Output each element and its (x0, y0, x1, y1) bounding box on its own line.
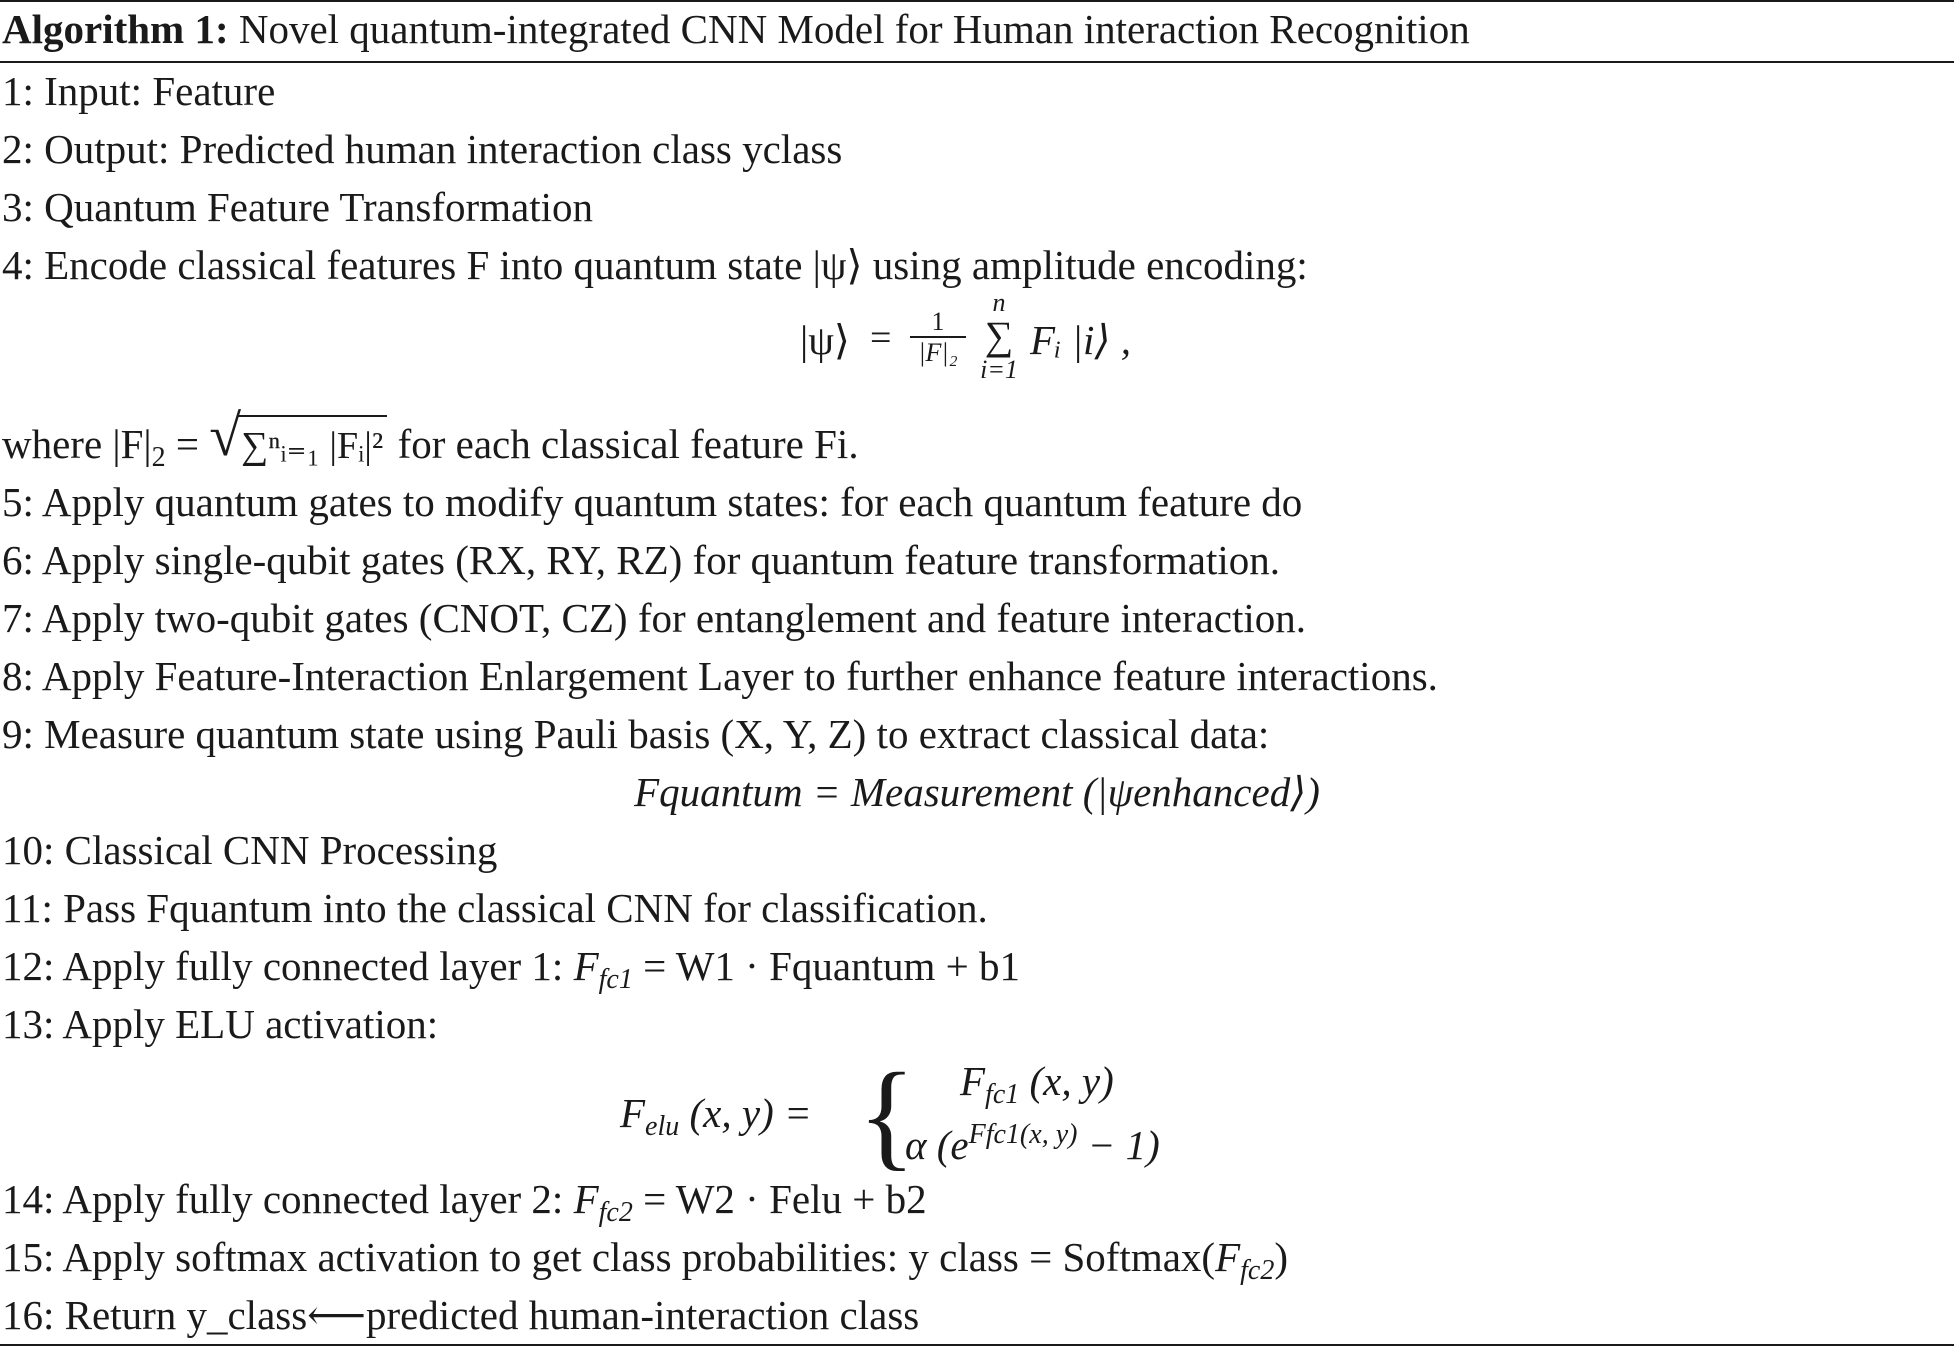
elu-lhs-sub: elu (645, 1111, 680, 1142)
step-11: 11: Pass Fquantum into the classical CNN for classification. (2, 885, 988, 931)
step-1: 1: Input: Feature (2, 68, 276, 114)
step-12-pre: 12: Apply fully connected layer 1: (2, 943, 574, 989)
step-14 (2, 1170, 927, 1228)
sqrt-radical (209, 415, 387, 475)
eq1-sum-upper: n (992, 288, 1006, 317)
step-8: 8: Apply Feature-Interaction Enlargement Layer to further enhance feature interactions. (2, 653, 1438, 699)
eq1-numerator: 1 (910, 308, 966, 338)
step-15-sub: fc2 (1240, 1255, 1275, 1286)
elu-case2-sup: Ffc1(x, y) (968, 1119, 1078, 1150)
elu-lhs-args: (x, y) = (679, 1090, 812, 1136)
where-post: for each classical feature Fi. (387, 421, 859, 467)
step-14-sub: fc2 (598, 1197, 633, 1228)
elu-lhs-var: F (620, 1090, 646, 1136)
step-5: 5: Apply quantum gates to modify quantum states: for each quantum feature do (2, 479, 1303, 525)
step-2: 2: Output: Predicted human interaction class yclass (2, 126, 843, 172)
elu-case2-post: − 1) (1077, 1122, 1160, 1168)
step-4: 4: Encode classical features F into quantum state |ψ⟩ using amplitude encoding: (2, 242, 1308, 288)
eq1-lhs: |ψ⟩ (800, 317, 850, 363)
where-sub: 2 (151, 442, 166, 473)
step-13: 13: Apply ELU activation: (2, 1001, 439, 1047)
where-pre: where |F| (2, 421, 152, 467)
eq1-summation (976, 290, 1022, 384)
step-12 (2, 937, 1020, 995)
step-14-pre: 14: Apply fully connected layer 2: (2, 1176, 574, 1222)
step-15-var: F (1215, 1234, 1241, 1280)
elu-equation (0, 1048, 1954, 1185)
eq1-fraction (910, 308, 966, 368)
eq1-equals: = (870, 317, 892, 359)
step-9: 9: Measure quantum state using Pauli basis (X, Y, Z) to extract classical data: (2, 711, 1270, 757)
algorithm-label: Algorithm 1: (2, 6, 229, 52)
where-line (2, 415, 859, 473)
step-12-sub: fc1 (598, 964, 633, 995)
sqrt-radicand: ∑ⁿᵢ₌₁ |Fᵢ|² (237, 415, 387, 475)
algorithm-title-text: Novel quantum-integrated CNN Model for Human interaction Recognition (238, 6, 1470, 52)
eq1-sum-lower: i=1 (980, 355, 1018, 384)
measurement-equation: Fquantum = Measurement (|ψenhanced⟩) (634, 769, 1320, 815)
algorithm-title (2, 0, 1470, 58)
elu-case-1 (960, 1057, 1114, 1111)
elu-case1-args: (x, y) (1019, 1058, 1114, 1104)
eq1-rhs: Fᵢ |i⟩ , (1030, 317, 1131, 363)
step-12-post: = W1 · Fquantum + b1 (632, 943, 1020, 989)
bottom-rule (0, 1344, 1954, 1346)
step-10: 10: Classical CNN Processing (2, 827, 498, 873)
step-14-var: F (573, 1176, 599, 1222)
step-7: 7: Apply two-qubit gates (CNOT, CZ) for entanglement and feature interaction. (2, 595, 1307, 641)
step-15 (2, 1228, 1288, 1286)
step-14-post: = W2 · Felu + b2 (632, 1176, 927, 1222)
eq1-sigma: ∑ (984, 313, 1014, 358)
header-rule (0, 61, 1954, 63)
step-3: 3: Quantum Feature Transformation (2, 184, 594, 230)
step-12-var: F (573, 943, 599, 989)
elu-case1-var: F (960, 1058, 986, 1104)
step-16: 16: Return y_class⟵predicted human-interaction class (2, 1292, 920, 1338)
elu-case2-pre: α (e (905, 1122, 969, 1168)
eq1-denominator: |F|₂ (918, 338, 958, 367)
elu-brace: { (858, 1048, 916, 1181)
elu-lhs (620, 1089, 812, 1143)
step-15-post: ) (1274, 1234, 1288, 1280)
where-eq: = (165, 421, 210, 467)
step-15-pre: 15: Apply softmax activation to get class probabilities: y class = Softmax( (2, 1234, 1216, 1280)
elu-case1-sub: fc1 (985, 1079, 1020, 1110)
elu-case-2 (905, 1119, 1160, 1169)
step-6: 6: Apply single-qubit gates (RX, RY, RZ) for quantum feature transformation. (2, 537, 1281, 583)
amplitude-encoding-equation (0, 290, 1954, 400)
